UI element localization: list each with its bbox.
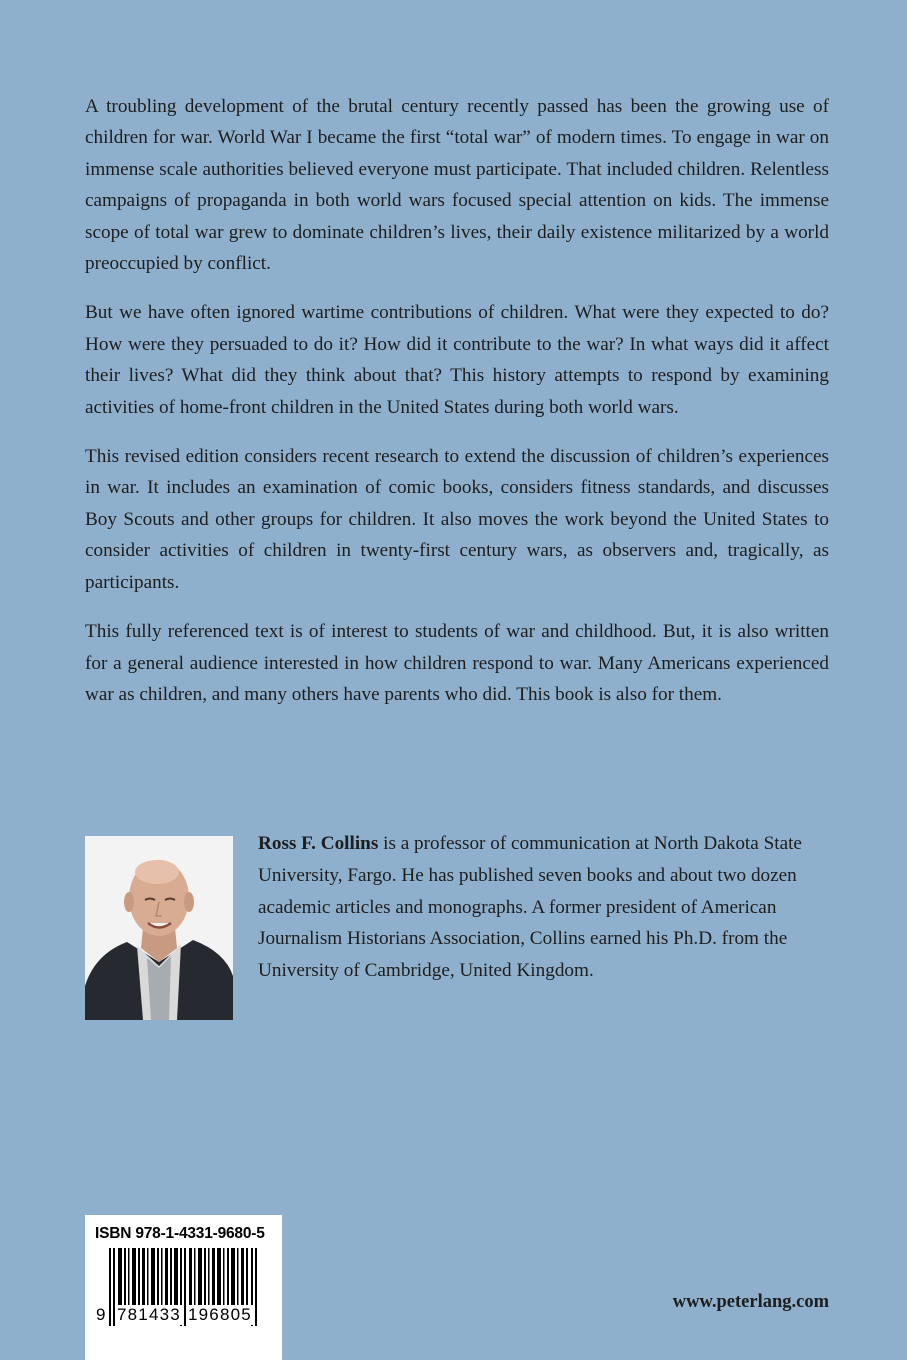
isbn-label: ISBN 978-1-4331-9680-5	[95, 1225, 265, 1242]
cover-blurb	[85, 91, 829, 728]
blurb-paragraph-4: This fully referenced text is of interest to students of war and childhood. But, it is also written for a general audience interested in how children respond to war. Many Americans experienced war as children, and many others have parents who did. This book is also for them.	[85, 621, 829, 705]
barcode-digits-right: 196805	[188, 1305, 252, 1324]
author-bio-text: is a professor of communication at North Dakota State University, Fargo. He has published seven books and about two dozen academic articles and monographs. A former president of American Journalism Historians Association, Collins earned his Ph.D. from the University of Cambridge, United Kingdom.	[258, 833, 802, 982]
blurb-paragraph-1: A troubling development of the brutal century recently passed has been the growing use of children for war. World War I became the first “total war” of modern times. To engage in war on immense scale authorities believed everyone must participate. That included children. Relentless campaigns of propaganda in both world wars focused special attention on kids. The immense scope of total war grew to dominate children’s lives, their daily existence militarized by a world preoccupied by conflict.	[85, 96, 829, 275]
author-bio	[258, 828, 833, 987]
blurb-paragraph-2: But we have often ignored wartime contributions of children. What were they expected to do? How were they persuaded to do it? How did it contribute to the war? In what ways did it affect their lives? What did they think about that? This history attempts to respond by examining activities of home-front children in the United States during both world wars.	[85, 302, 829, 418]
isbn-barcode	[85, 1215, 282, 1360]
barcode-digit-first: 9	[96, 1305, 107, 1324]
author-photo	[85, 836, 233, 1020]
author-name: Ross F. Collins	[258, 833, 379, 854]
blurb-paragraph-3: This revised edition considers recent research to extend the discussion of children’s experiences in war. It includes an examination of comic books, considers fitness standards, and discusses Boy Scouts and other groups for children. It also moves the work beyond the United States to consider activities of children in twenty-first century wars, as observers and, tragically, as participants.	[85, 446, 829, 593]
publisher-website: www.peterlang.com	[672, 1292, 829, 1312]
barcode-digits-left: 781433	[117, 1305, 181, 1324]
